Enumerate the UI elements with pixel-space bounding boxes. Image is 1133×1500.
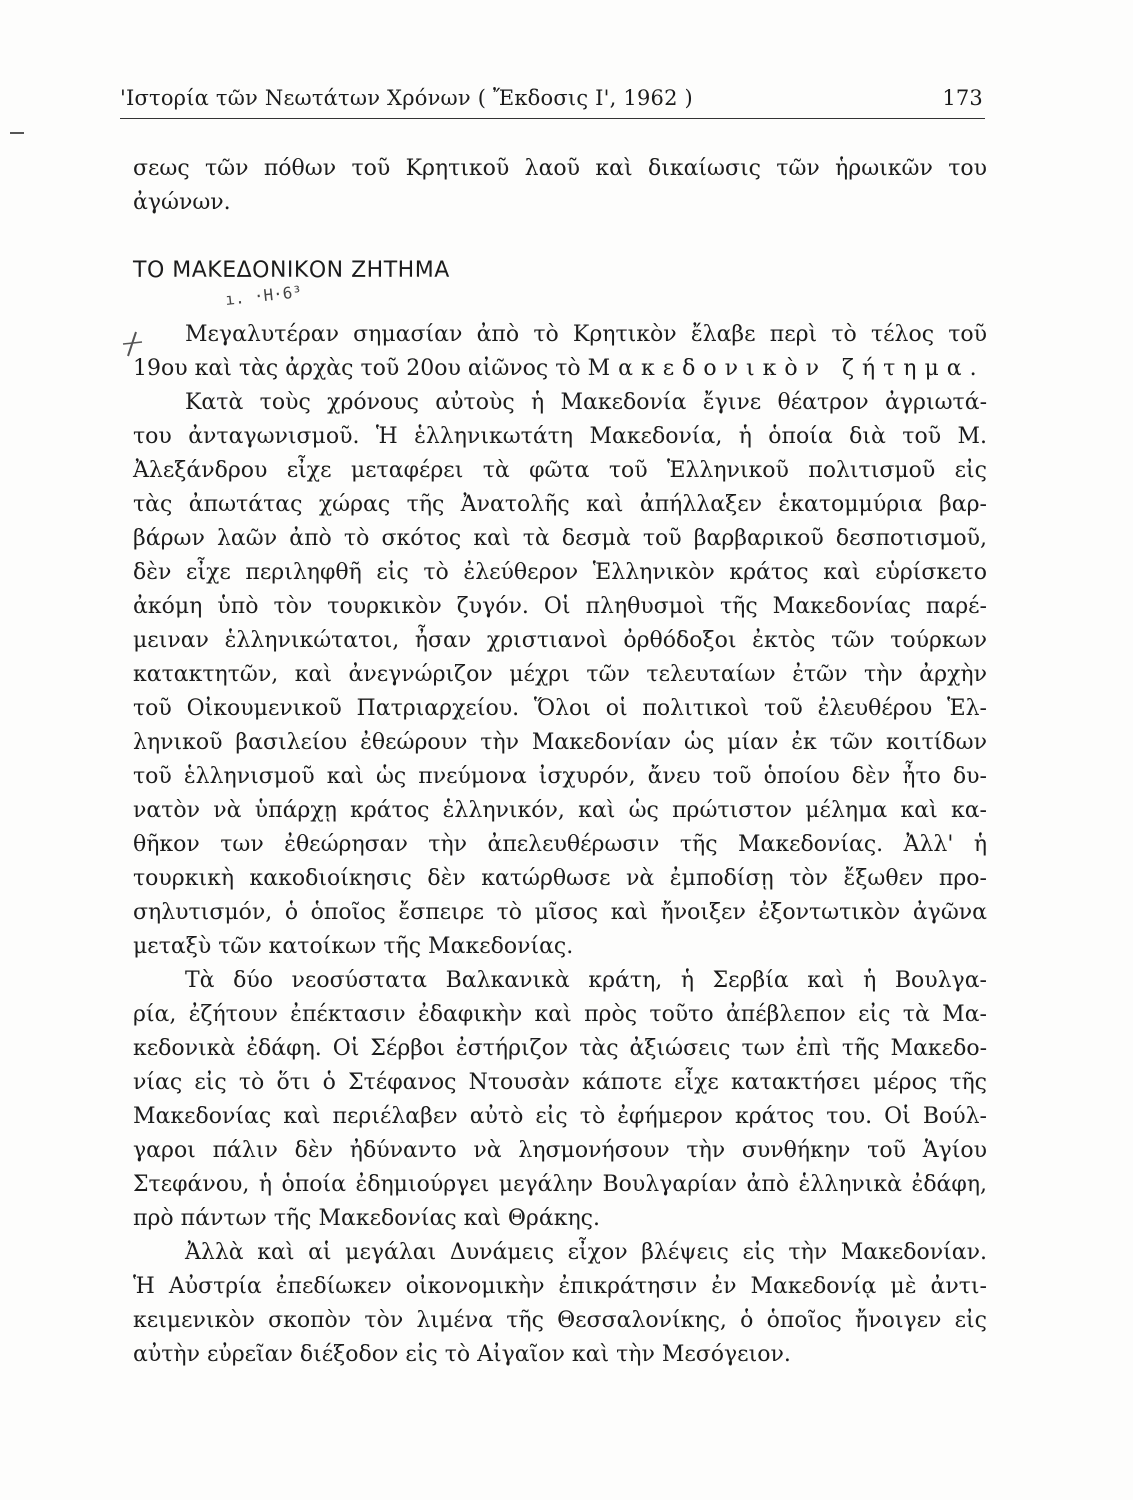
handwritten-annotation [133, 282, 987, 318]
edge-mark [10, 132, 24, 134]
text-line: Στεφάνου, ἡ ὁποία ἐδημιούργει μεγάλην Βουλγαρίαν ἀπὸ ἑλληνικὰ ἐδάφη, [133, 1172, 987, 1197]
text-line: Μακεδονίας καὶ περιέλαβεν αὐτὸ εἰς τὸ ἐφήμερον κράτος του. Οἱ Βούλ- [133, 1104, 987, 1129]
text-line: Μεγαλυτέραν σημασίαν ἀπὸ τὸ Κρητικὸν ἔλαβε περὶ τὸ τέλος τοῦ [185, 322, 987, 347]
text-line: νατὸν νὰ ὑπάρχῃ κράτος ἑλληνικόν, καὶ ὡς πρώτιστον μέλημα καὶ κα- [133, 798, 987, 823]
text-line: ἀγώνων. [133, 190, 231, 215]
text-line: βάρων λαῶν ἀπὸ τὸ σκότος καὶ τὰ δεσμὰ τοῦ βαρβαρικοῦ δεσποτισμοῦ, [133, 526, 987, 551]
text-line: Ἀλλὰ καὶ αἱ μεγάλαι Δυνάμεις εἶχον βλέψεις εἰς τὴν Μακεδονίαν. [185, 1240, 987, 1265]
text-line: δὲν εἶχε περιληφθῆ εἰς τὸ ἐλεύθερον Ἑλληνικὸν κράτος καὶ εὑρίσκετο [133, 560, 987, 585]
text-line: τοῦ ἑλληνισμοῦ καὶ ὡς πνεύμονα ἰσχυρόν, ἄνευ τοῦ ὁποίου δὲν ἦτο δυ- [133, 764, 987, 789]
text-line: Κατὰ τοὺς χρόνους αὐτοὺς ἡ Μακεδονία ἔγινε θέατρον ἀγριωτά- [185, 390, 987, 415]
text-line: τὰς ἀπωτάτας χώρας τῆς Ἀνατολῆς καὶ ἀπήλλαξεν ἑκατομμύρια βαρ- [133, 492, 987, 517]
text-line [133, 352, 987, 386]
running-header [120, 82, 985, 116]
header-title: 'Ιστορία τῶν Νεωτάτων Χρόνων ( Ἔκδοσις Ι', 1962 ) [120, 86, 693, 110]
text-line: κατακτητῶν, καὶ ἀνεγνώριζον μέχρι τῶν τελευταίων ἐτῶν τὴν ἀρχὴν [133, 662, 987, 687]
section-heading: ΤΟ ΜΑΚΕΔΟΝΙΚΟΝ ΖΗΤΗΜΑ [133, 258, 450, 283]
text-line: κεδονικὰ ἐδάφη. Οἱ Σέρβοι ἐστήριζον τὰς ἀξιώσεις των ἐπὶ τῆς Μακεδο- [133, 1036, 987, 1061]
text-line: Ἀλεξάνδρου εἶχε μεταφέρει τὰ φῶτα τοῦ Ἑλληνικοῦ πολιτισμοῦ εἰς [133, 458, 987, 483]
text-line: μεταξὺ τῶν κατοίκων τῆς Μακεδονίας. [133, 934, 574, 959]
text-line: τουρκικὴ κακοδιοίκησις δὲν κατώρθωσε νὰ ἐμποδίσῃ τὸν ἔξωθεν προ- [133, 866, 987, 891]
text-line: ρία, ἐζήτουν ἐπέκτασιν ἐδαφικὴν καὶ πρὸς τοῦτο ἀπέβλεπον εἰς τὰ Μα- [133, 1002, 987, 1027]
spaced-term: Μακεδονικὸν ζήτημα. [587, 356, 985, 381]
text-line: αὐτὴν εὐρεῖαν διέξοδον εἰς τὸ Αἰγαῖον καὶ τὴν Μεσόγειον. [133, 1342, 791, 1367]
text-line: Τὰ δύο νεοσύστατα Βαλκανικὰ κράτη, ἡ Σερβία καὶ ἡ Βουλγα- [185, 968, 987, 993]
text-line: ἀκόμη ὑπὸ τὸν τουρκικὸν ζυγόν. Οἱ πληθυσμοὶ τῆς Μακεδονίας παρέ- [133, 594, 987, 619]
annotation-text: ı. ·H·6³ [224, 282, 303, 309]
text-line: μειναν ἑλληνικώτατοι, ἦσαν χριστιανοὶ ὀρθόδοξοι ἐκτὸς τῶν τούρκων [133, 628, 987, 653]
text-line: γαροι πάλιν δὲν ἠδύναντο νὰ λησμονήσουν τὴν συνθήκην τοῦ Ἁγίου [133, 1138, 987, 1163]
text-line: πρὸ πάντων τῆς Μακεδονίας καὶ Θράκης. [133, 1206, 600, 1231]
text-line: του ἀνταγωνισμοῦ. Ἡ ἑλληνικωτάτη Μακεδονία, ἡ ὁποία διὰ τοῦ Μ. [133, 424, 987, 449]
text-line: νίας εἰς τὸ ὅτι ὁ Στέφανος Ντουσὰν κάποτε εἶχε κατακτήσει μέρος τῆς [133, 1070, 987, 1095]
header-rule [120, 118, 985, 119]
text-line: θῆκον των ἐθεώρησαν τὴν ἀπελευθέρωσιν τῆς Μακεδονίας. Ἀλλ' ἡ [133, 832, 987, 857]
text-line: ληνικοῦ βασιλείου ἐθεώρουν τὴν Μακεδονίαν ὡς μίαν ἐκ τῶν κοιτίδων [133, 730, 987, 755]
body-text [133, 152, 987, 1372]
text-line: σηλυτισμόν, ὁ ὁποῖος ἔσπειρε τὸ μῖσος καὶ ἤνοιξεν ἐξοντωτικὸν ἀγῶνα [133, 900, 987, 925]
text-line: κειμενικὸν σκοπὸν τὸν λιμένα τῆς Θεσσαλονίκης, ὁ ὁποῖος ἤνοιγεν εἰς [133, 1308, 987, 1333]
text-line-prefix: 19ου καὶ τὰς ἀρχὰς τοῦ 20ου αἰῶνος τὸ [133, 356, 581, 381]
text-line: τοῦ Οἰκουμενικοῦ Πατριαρχείου. Ὅλοι οἱ πολιτικοὶ τοῦ ἐλευθέρου Ἑλ- [133, 696, 987, 721]
page-number: 173 [942, 86, 983, 110]
text-line: σεως τῶν πόθων τοῦ Κρητικοῦ λαοῦ καὶ δικαίωσις τῶν ἡρωικῶν του [133, 156, 987, 181]
text-line: Ἡ Αὐστρία ἐπεδίωκεν οἰκονομικὴν ἐπικράτησιν ἐν Μακεδονίᾳ μὲ ἀντι- [133, 1274, 987, 1299]
